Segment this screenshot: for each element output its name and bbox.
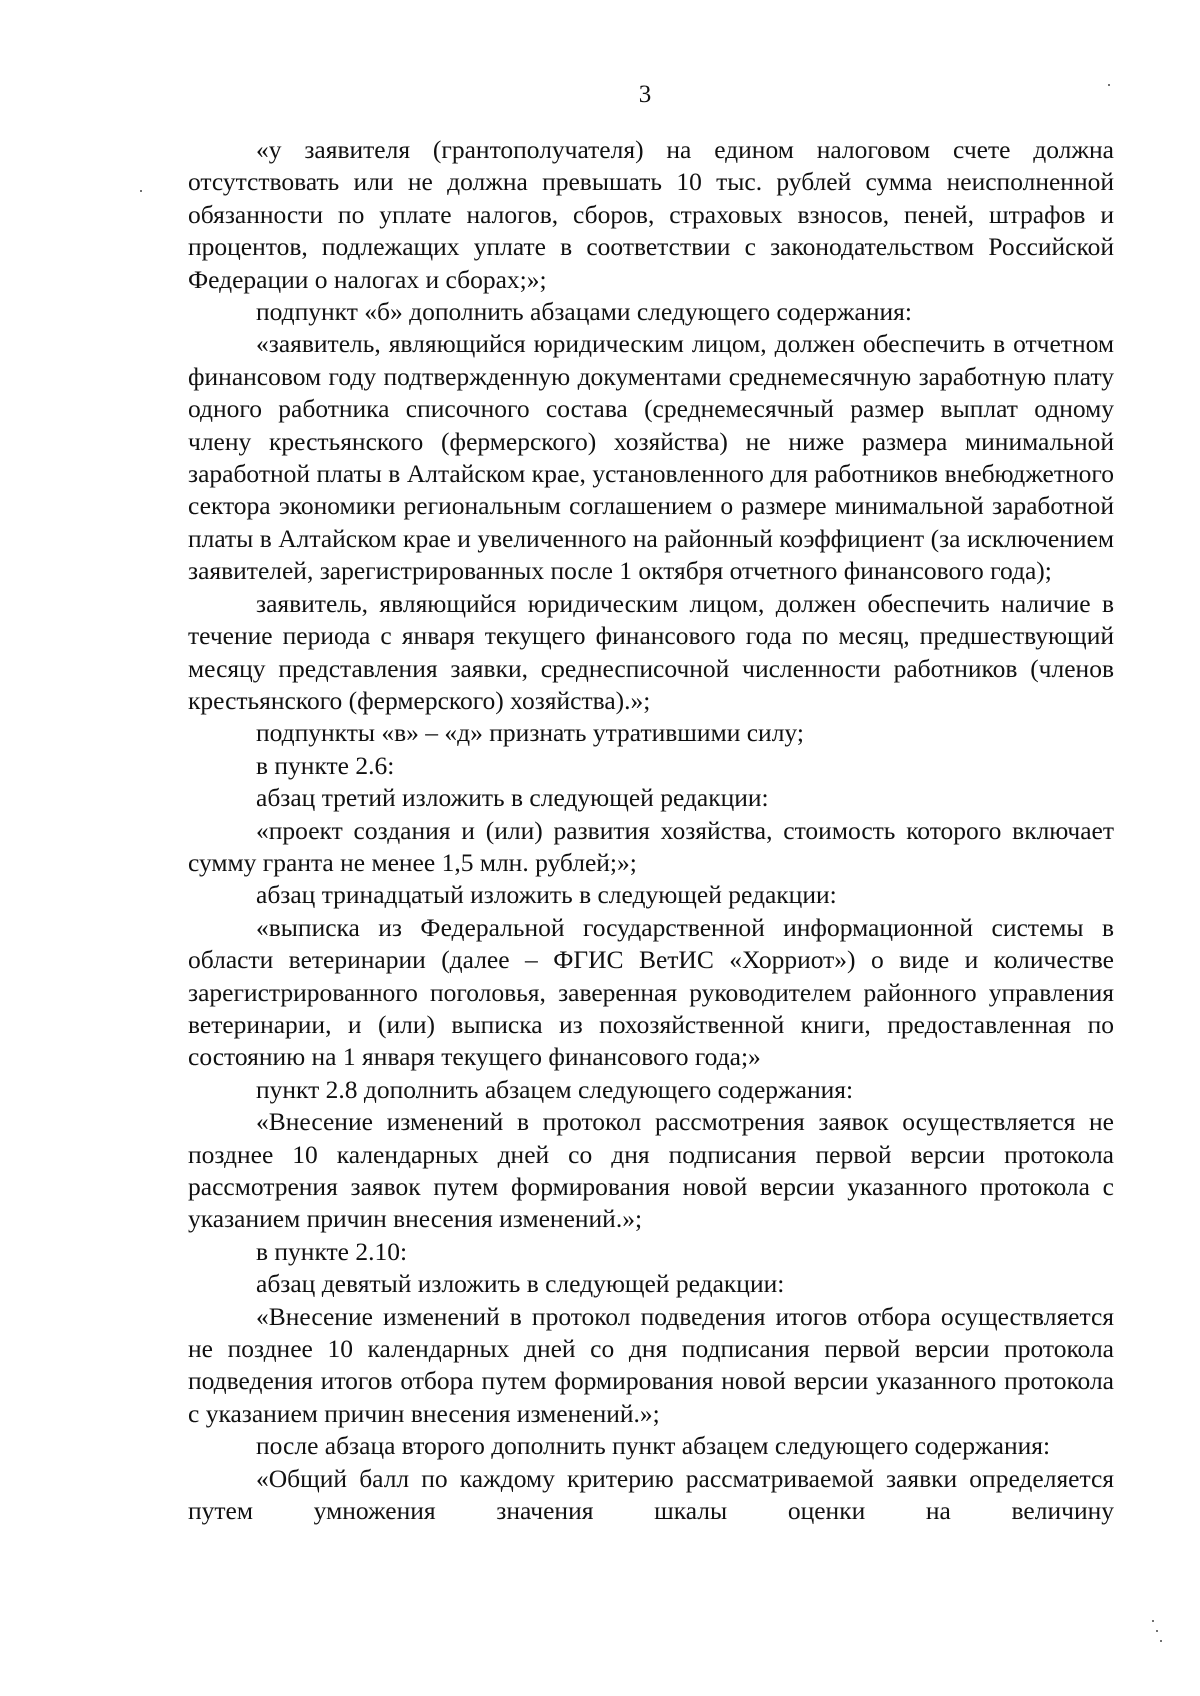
paragraph: после абзаца второго дополнить пункт абзацем следующего содержания: [256, 1431, 1051, 1461]
paragraph: «у заявителя (грантополучателя) на едином налоговом счете должна отсутствовать или не должна превышать 10 тыс. рублей сумма неисполненной обязанности по уплате налогов, сборов, страховых взносов, пеней, штрафов и процентов, подлежащих уплате в соответствии с законодательством Российской Федерации о налогах и сборах;»; [188, 135, 1114, 294]
paragraph: в пункте 2.6: [256, 750, 395, 780]
paragraph: подпункт «б» дополнить абзацами следующего содержания: [256, 297, 912, 327]
scan-speck [1108, 84, 1110, 86]
paragraph: заявитель, являющийся юридическим лицом, должен обеспечить наличие в течение периода с января текущего финансового года по месяц, предшествующий месяцу представления заявки, среднесписочной численности работников (членов крестьянского (фермерского) хозяйства).»; [188, 588, 1114, 715]
paragraph: подпункты «в» – «д» признать утратившими силу; [256, 718, 804, 748]
page-number: 3 [638, 81, 652, 108]
scan-speck [140, 190, 142, 192]
paragraph: абзац девятый изложить в следующей редакции: [256, 1269, 785, 1299]
paragraph: «заявитель, являющийся юридическим лицом, должен обеспечить в отчетном финансовом году подтвержденную документами среднемесячную заработную плату одного работника списочного состава (среднемесячный размер выплат одному члену крестьянского (фермерского) хозяйства) не ниже размера минимальной заработной платы в Алтайском крае, установленного для работников внебюджетного сектора экономики региональным соглашением о размере минимальной заработной платы в Алтайском крае и увеличенного на районный коэффициент (за исключением заявителей, зарегистрированных после 1 октября отчетного финансового года); [188, 329, 1114, 586]
paragraph: абзац третий изложить в следующей редакции: [256, 783, 769, 813]
document-body [188, 134, 1114, 1527]
paragraph: пункт 2.8 дополнить абзацем следующего содержания: [256, 1074, 854, 1104]
scan-speck [1156, 1630, 1158, 1632]
paragraph: «Внесение изменений в протокол подведения итогов отбора осуществляется не позднее 10 календарных дней со дня подписания первой версии протокола подведения итогов отбора путем формирования новой версии указанного протокола с указанием причин внесения изменений.»; [188, 1301, 1114, 1428]
scan-speck [1160, 1640, 1162, 1642]
scan-speck [1152, 1620, 1154, 1622]
paragraph: «Общий балл по каждому критерию рассматриваемой заявки определяется путем умножения значения шкалы оценки на величину [188, 1463, 1114, 1526]
paragraph: «Внесение изменений в протокол рассмотрения заявок осуществляется не позднее 10 календарных дней со дня подписания первой версии протокола рассмотрения заявок путем формирования новой версии указанного протокола с указанием причин внесения изменений.»; [188, 1107, 1114, 1234]
paragraph: «проект создания и (или) развития хозяйства, стоимость которого включает сумму гранта не менее 1,5 млн. рублей;»; [188, 815, 1114, 877]
paragraph: абзац тринадцатый изложить в следующей редакции: [256, 880, 837, 910]
paragraph: в пункте 2.10: [256, 1236, 408, 1266]
paragraph: «выписка из Федеральной государственной информационной системы в области ветеринарии (далее – ФГИС ВетИС «Хорриот») о виде и количестве зарегистрированного поголовья, заверенная руководителем районного управления ветеринарии, и (или) выписка из похозяйственной книги, предоставленная по состоянию на 1 января текущего финансового года;» [188, 912, 1114, 1072]
